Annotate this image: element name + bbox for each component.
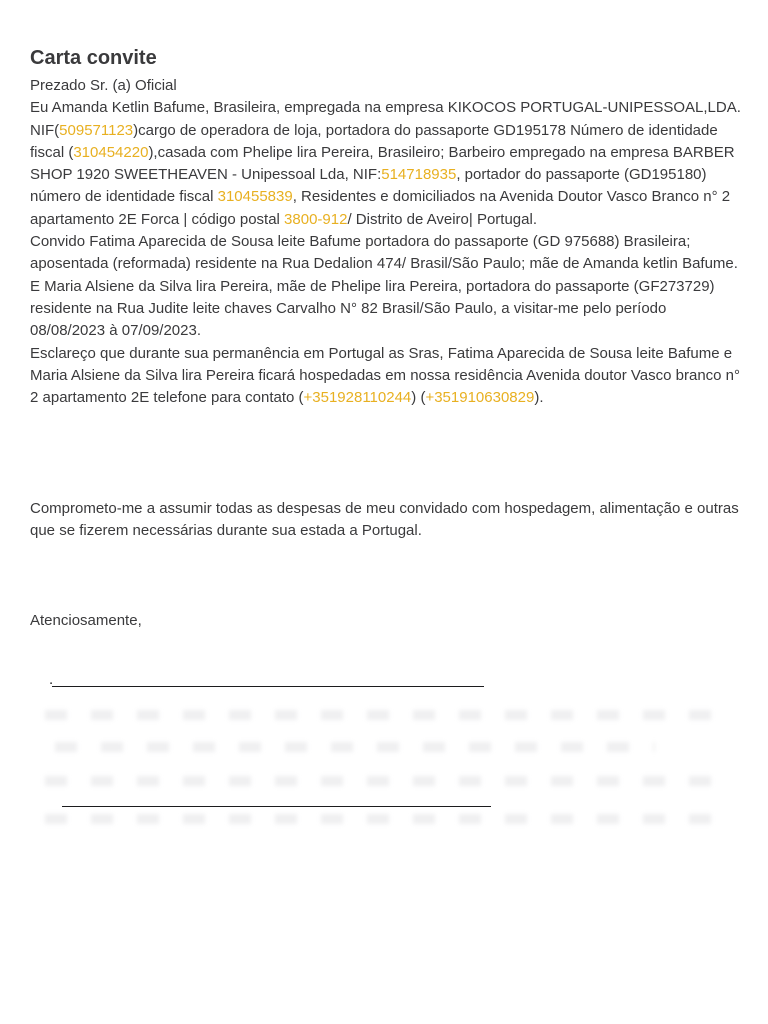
nif-link-1[interactable]: 509571123 [59, 121, 134, 139]
postal-code-link[interactable]: 3800-912 [284, 210, 348, 228]
faded-text-row [55, 742, 655, 752]
intro-text-b: )cargo de operadora de loja, portadora do passaporte GD195178 Número de identidade fiscal ( [30, 121, 718, 161]
paragraph-introduction [30, 97, 742, 231]
paragraph-commitment: Comprometo-me a assumir todas as despesas de meu convidado com hospedagem, alimentação e outras que se fizerem necessárias durante sua estada a Portugal. [30, 500, 739, 540]
signature-mark: . [49, 671, 54, 688]
phone-link-2[interactable]: +351910630829 [425, 389, 535, 407]
accommodation-text-b: ) ( [411, 389, 426, 407]
phone-link-1[interactable]: +351928110244 [303, 389, 412, 407]
letter-body [30, 75, 742, 409]
greeting: Prezado Sr. (a) Oficial [30, 77, 177, 94]
intro-text-c: ),casada com Phelipe lira Pereira, Brasileiro; Barbeiro empregado na empresa BARBER SHOP 1920 SWEETHEAVEN - Unipessoal Lda, NIF: [30, 143, 735, 184]
accommodation-text-a: Esclareço que durante sua permanência em Portugal as Sras, Fatima Aparecida de Sousa leite Bafume e Maria Alsiene da Silva lira Pereira ficará hospedadas em nossa residência Avenida doutor Vasco branco n° 2 apartamento 2E telefone para contato ( [30, 344, 741, 407]
intro-text-d: , portador do passaporte (GD195180) número de identidade fiscal [30, 166, 707, 206]
nif-link-2[interactable]: 310454220 [73, 143, 149, 161]
paragraph-invitee-1: Convido Fatima Aparecida de Sousa leite Bafume portadora do passaporte (GD 975688) Brasileira; aposentada (reformada) residente na Rua Dedalion 474/ Brasil/São Paulo; mãe de Amanda ketlin Bafume. [30, 233, 738, 273]
accommodation-text-c: ). [534, 389, 544, 407]
paragraph-accommodation [30, 343, 742, 410]
nif-link-4[interactable]: 310455839 [217, 188, 293, 206]
closing-salutation: Atenciosamente, [30, 612, 142, 629]
intro-text-e: , Residentes e domiciliados na Avenida Doutor Vasco Branco n° 2 apartamento 2E Forca | código postal [30, 188, 731, 228]
faded-text-row [45, 776, 735, 786]
paragraph-invitee-2: E Maria Alsiene da Silva lira Pereira, mãe de Phelipe lira Pereira, portadora do passaporte (GF273729) residente na Rua Judite leite chaves Carvalho N° 82 Brasil/São Paulo, a visitar-me pelo período 08/08/2023 à 07/09/2023. [30, 277, 715, 340]
intro-text-f: / Distrito de Aveiro| Portugal. [347, 210, 537, 228]
faded-text-row [45, 710, 735, 720]
nif-link-3[interactable]: 514718935 [381, 166, 457, 184]
signature-line [52, 686, 484, 687]
second-signature-line [62, 806, 491, 807]
faded-text-row [45, 814, 735, 824]
document-title: Carta convite [30, 47, 157, 69]
intro-text-a: Eu Amanda Ketlin Bafume, Brasileira, empregada na empresa KIKOCOS PORTUGAL-UNIPESSOAL,LDA. NIF( [30, 99, 741, 139]
